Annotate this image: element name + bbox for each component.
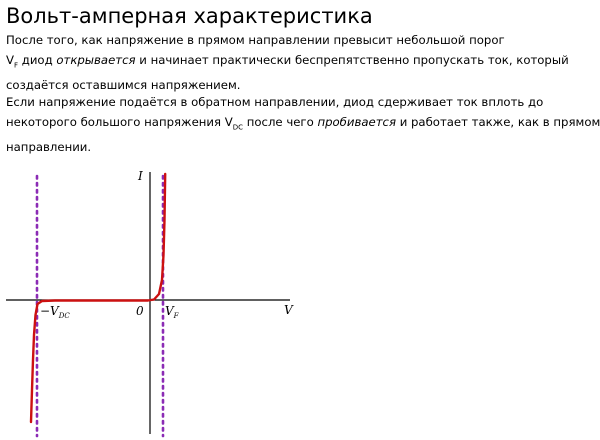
iv-characteristic-chart — [0, 160, 310, 438]
paragraph-reverse-line-3: направлении. — [6, 140, 92, 155]
y-axis-label: I — [138, 169, 143, 183]
x-axis-label: V — [284, 303, 293, 317]
paragraph-forward-line-1: После того, как напряжение в прямом направлении превысит небольшой порог — [6, 33, 505, 47]
paragraph-forward-text-continued: и начинает практически беспрепятственно пропускать ток, который — [135, 53, 569, 67]
page-title: Вольт-амперная характеристика — [6, 4, 373, 28]
vdc-label-main: −V — [40, 304, 59, 318]
paragraph-forward-line-2 — [6, 50, 569, 75]
vf-label — [165, 304, 180, 320]
paragraph-forward-line-3: создаётся оставшимся напряжением. — [6, 78, 241, 93]
paragraph-reverse-text-continued: после чего — [243, 115, 318, 129]
paragraph-reverse-line-1: Если напряжение подаётся в обратном направлении, диод сдерживает ток вплоть до — [6, 95, 544, 109]
vf-label-sub: F — [173, 312, 179, 320]
emphasis-opens: открывается — [56, 53, 136, 67]
iv-curve — [31, 174, 165, 422]
paragraph-reverse-text-end: и работает также, как в прямом — [395, 115, 600, 129]
vdc-subscript: DC — [232, 123, 244, 132]
vdc-label-sub: DC — [58, 312, 70, 320]
paragraph-forward — [6, 30, 569, 95]
paragraph-reverse-text: некоторого большого напряжения — [6, 115, 225, 129]
vf-subscript: F — [14, 61, 19, 70]
vdc-label — [40, 304, 70, 320]
origin-label: 0 — [136, 304, 144, 318]
vf-label-main: V — [165, 304, 174, 318]
paragraph-reverse-line-2 — [6, 112, 600, 137]
vdc-symbol: V — [224, 115, 233, 129]
vf-symbol: V — [6, 53, 14, 67]
paragraph-reverse — [6, 92, 600, 157]
emphasis-breaks-down: пробивается — [317, 115, 396, 129]
paragraph-forward-text: диод — [18, 53, 57, 67]
